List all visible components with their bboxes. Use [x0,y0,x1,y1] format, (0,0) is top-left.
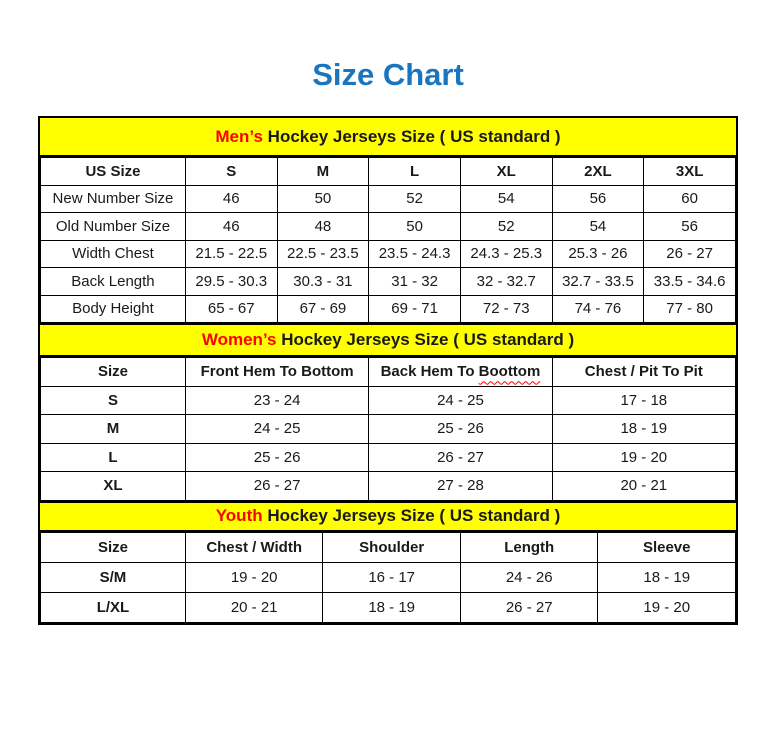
youth-size-table [40,532,736,623]
column-header: Size [41,358,186,387]
table-row [41,268,736,296]
size-value: 65 - 67 [185,295,277,323]
size-value: 30.3 - 31 [277,268,369,296]
size-value: 54 [460,185,552,213]
womens-band [40,323,736,357]
size-value: 48 [277,213,369,241]
size-value: 26 - 27 [644,240,736,268]
size-value: 67 - 69 [277,295,369,323]
youth-band [40,501,736,532]
row-label: S [41,386,186,415]
row-label: M [41,415,186,444]
size-value: 19 - 20 [598,592,736,622]
youth-band-text: Hockey Jerseys Size ( US standard ) [262,506,561,525]
size-chart-tables [38,116,738,625]
misspelled-word: Boottom [478,363,541,381]
size-value: 25.3 - 26 [552,240,644,268]
size-value: 46 [185,213,277,241]
size-value: 24 - 25 [369,386,552,415]
size-value: 56 [644,213,736,241]
column-header: Shoulder [323,532,461,562]
size-value: 31 - 32 [369,268,461,296]
size-value: 32 - 32.7 [460,268,552,296]
size-value: 19 - 20 [552,443,735,472]
youth-band-highlight: Youth [215,506,263,525]
size-value: 18 - 19 [323,592,461,622]
column-header: US Size [41,158,186,186]
table-row [41,472,736,501]
womens-band-text: Hockey Jerseys Size ( US standard ) [276,330,575,349]
column-header: Back Hem To Boottom [369,358,552,387]
row-label: L [41,443,186,472]
column-header: L [369,158,461,186]
size-value: 24 - 26 [460,562,598,592]
size-value: 26 - 27 [460,592,598,622]
size-value: 60 [644,185,736,213]
row-label: Back Length [41,268,186,296]
row-label: S/M [41,562,186,592]
size-value: 56 [552,185,644,213]
column-header: Size [41,532,186,562]
size-value: 69 - 71 [369,295,461,323]
column-header: XL [460,158,552,186]
size-value: 16 - 17 [323,562,461,592]
size-value: 22.5 - 23.5 [277,240,369,268]
section-womens [40,323,736,501]
size-value: 50 [277,185,369,213]
table-row [41,562,736,592]
size-value: 46 [185,185,277,213]
size-value: 52 [369,185,461,213]
size-value: 50 [369,213,461,241]
column-header: Chest / Pit To Pit [552,358,735,387]
column-header: Front Hem To Bottom [185,358,368,387]
size-value: 25 - 26 [369,415,552,444]
column-header: M [277,158,369,186]
size-value: 21.5 - 22.5 [185,240,277,268]
table-row [41,240,736,268]
size-value: 32.7 - 33.5 [552,268,644,296]
table-row [41,443,736,472]
size-chart-page [38,56,738,625]
column-header: Length [460,532,598,562]
mens-size-table [40,157,736,323]
size-value: 20 - 21 [552,472,735,501]
size-value: 18 - 19 [598,562,736,592]
table-row [41,386,736,415]
section-youth [40,501,736,623]
table-row [41,415,736,444]
size-value: 18 - 19 [552,415,735,444]
size-value: 25 - 26 [185,443,368,472]
womens-size-table [40,357,736,501]
table-row [41,295,736,323]
row-label: XL [41,472,186,501]
size-value: 33.5 - 34.6 [644,268,736,296]
table-row [41,592,736,622]
table-header-row [41,158,736,186]
table-row [41,213,736,241]
column-header: 2XL [552,158,644,186]
column-header: Chest / Width [185,532,323,562]
column-header: 3XL [644,158,736,186]
mens-band-text: Hockey Jerseys Size ( US standard ) [262,126,561,146]
table-header-row [41,532,736,562]
size-value: 23 - 24 [185,386,368,415]
size-value: 54 [552,213,644,241]
womens-band-highlight: Women’s [201,330,277,349]
size-value: 74 - 76 [552,295,644,323]
size-value: 23.5 - 24.3 [369,240,461,268]
section-mens [40,118,736,323]
size-value: 27 - 28 [369,472,552,501]
row-label: Old Number Size [41,213,186,241]
size-value: 52 [460,213,552,241]
row-label: Body Height [41,295,186,323]
row-label: Width Chest [41,240,186,268]
table-row [41,185,736,213]
table-header-row [41,358,736,387]
size-value: 19 - 20 [185,562,323,592]
mens-band [40,118,736,157]
size-value: 24 - 25 [185,415,368,444]
size-value: 72 - 73 [460,295,552,323]
size-value: 17 - 18 [552,386,735,415]
row-label: L/XL [41,592,186,622]
size-value: 20 - 21 [185,592,323,622]
page-title: Size Chart [312,57,464,92]
size-value: 77 - 80 [644,295,736,323]
column-header: S [185,158,277,186]
size-value: 29.5 - 30.3 [185,268,277,296]
column-header: Sleeve [598,532,736,562]
row-label: New Number Size [41,185,186,213]
size-value: 26 - 27 [369,443,552,472]
mens-band-highlight: Men’s [215,126,263,146]
size-value: 26 - 27 [185,472,368,501]
size-value: 24.3 - 25.3 [460,240,552,268]
